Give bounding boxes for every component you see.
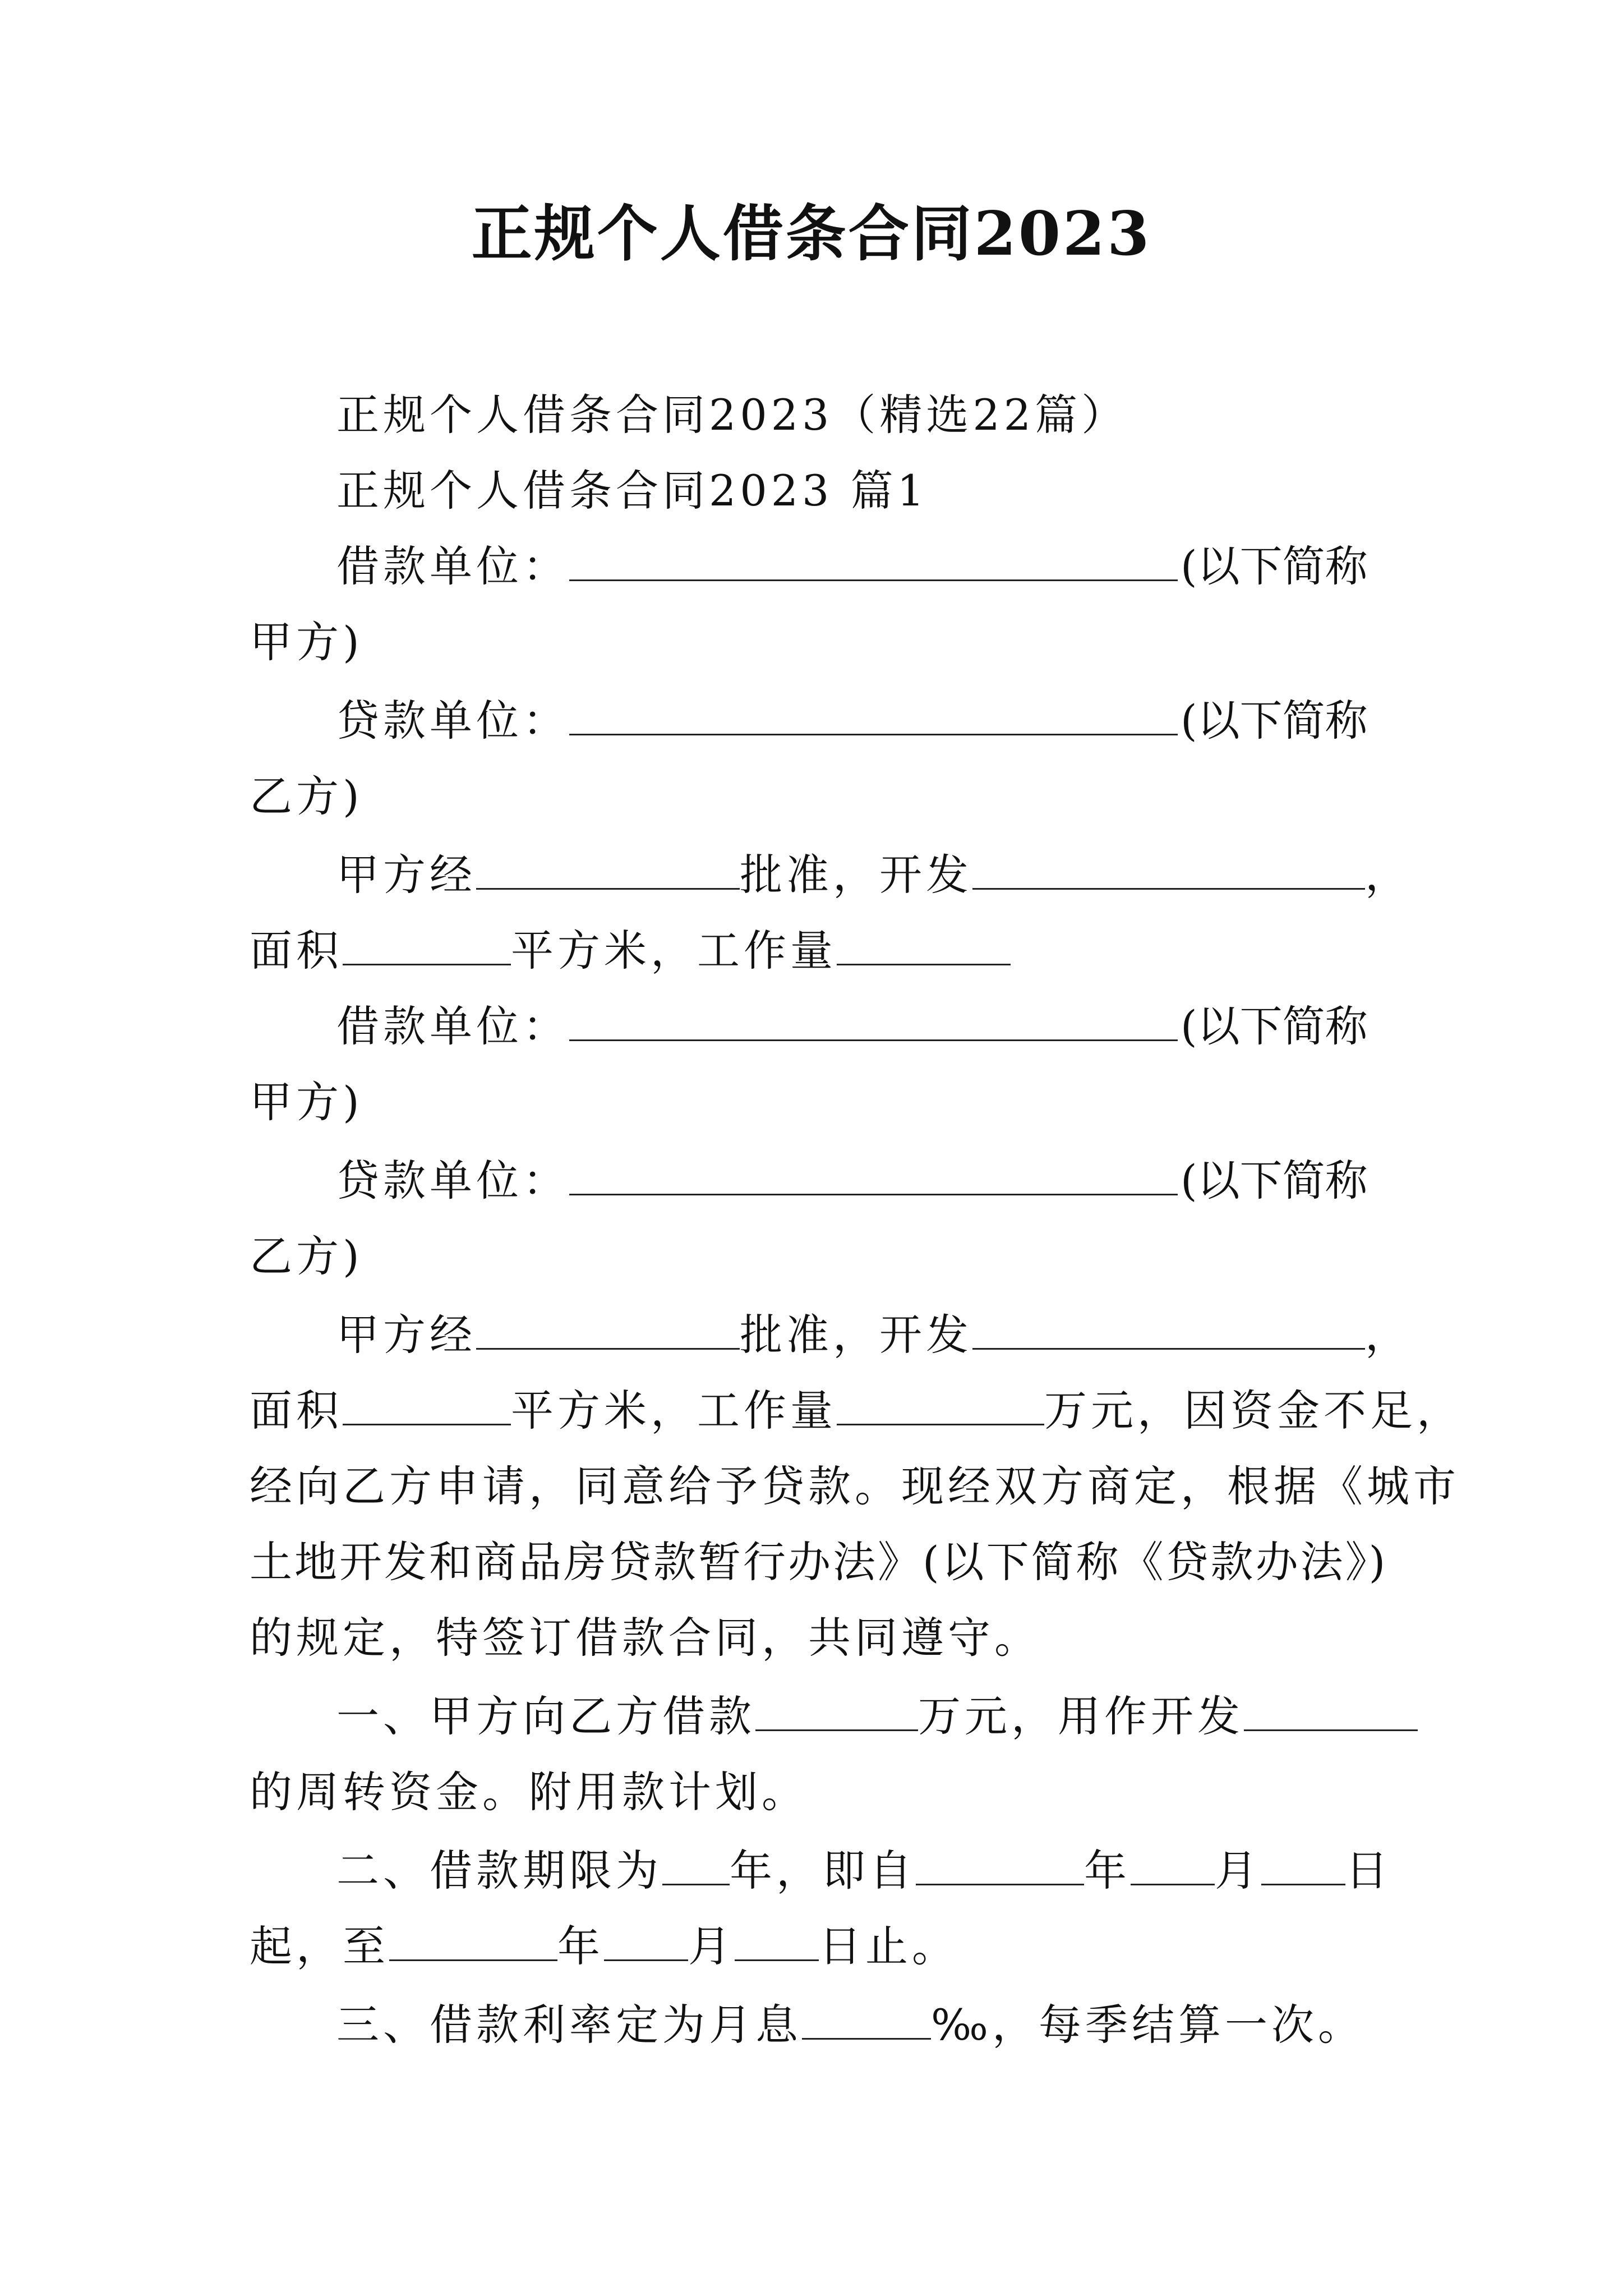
lender-line <box>336 1153 1178 1209</box>
project-blank <box>972 1308 1365 1350</box>
borrower-line <box>336 539 1178 595</box>
area-unit: 平方米，工作量 <box>511 1386 837 1435</box>
start-day-blank <box>1261 1843 1345 1885</box>
lender-blank <box>569 693 1178 735</box>
approval-prefix: 甲方经 <box>336 1310 476 1360</box>
workload-blank <box>837 1383 1044 1425</box>
day-end-label: 日止。 <box>819 1921 958 1971</box>
approval-comma: ， <box>1365 850 1412 900</box>
interest-blank <box>802 1998 931 2040</box>
party-a-line: 甲方) <box>250 617 363 667</box>
year-label: 年 <box>1084 1846 1131 1895</box>
lender-blank <box>569 1153 1178 1195</box>
end-year-blank <box>389 1919 557 1961</box>
loan-amount-blank <box>755 1689 918 1731</box>
borrower-label: 借款单位： <box>336 541 569 591</box>
approval-line <box>336 847 1412 903</box>
clause-1-end: 的周转资金。附用款计划。 <box>250 1767 808 1817</box>
month-label: 月 <box>1215 1846 1261 1895</box>
approval-middle: 批准，开发 <box>740 850 972 900</box>
approval-comma: ， <box>1365 1310 1412 1360</box>
start-month-blank <box>1131 1843 1215 1885</box>
borrower-blank <box>569 539 1178 581</box>
clause-3-prefix: 三、借款利率定为月息 <box>336 2000 802 2050</box>
clause-2-prefix: 二、借款期限为 <box>336 1846 662 1895</box>
clause-2-end <box>250 1918 958 1975</box>
area-prefix: 面积 <box>250 926 343 976</box>
clause-2-to: 起，至 <box>250 1921 389 1971</box>
day-label: 日 <box>1345 1846 1392 1895</box>
abbr-note: (以下简称 <box>1181 696 1368 746</box>
approver-blank <box>476 848 740 890</box>
month-label: 月 <box>688 1921 735 1971</box>
year-label: 年 <box>557 1921 604 1971</box>
project-blank <box>972 848 1365 890</box>
clause-1-purpose: 万元，用作开发 <box>918 1691 1244 1741</box>
clause-2-line <box>336 1843 1392 1899</box>
abbr-note: (以下简称 <box>1181 1001 1368 1051</box>
party-b-line: 乙方) <box>250 1231 363 1281</box>
purpose-blank <box>1244 1689 1418 1731</box>
clause-3-suffix: ‰，每季结算一次。 <box>931 2000 1364 2050</box>
end-month-blank <box>604 1919 688 1961</box>
paragraph-line: 土地开发和商品房贷款暂行办法》(以下简称《贷款办法》) <box>250 1537 1388 1587</box>
collection-heading: 正规个人借条合同2023（精选22篇） <box>336 390 1128 440</box>
approval-line <box>336 1307 1412 1363</box>
party-a-line: 甲方) <box>250 1077 363 1127</box>
abbr-note: (以下简称 <box>1181 1156 1368 1205</box>
borrower-blank <box>569 999 1178 1041</box>
party-b-line: 乙方) <box>250 771 363 821</box>
borrower-line <box>336 999 1178 1055</box>
area-blank <box>343 923 511 965</box>
clause-2-from: 年，即自 <box>730 1846 916 1895</box>
lender-label: 贷款单位： <box>336 696 569 746</box>
workload-unit: 万元，因资金不足， <box>1044 1386 1463 1435</box>
area-prefix: 面积 <box>250 1386 343 1435</box>
lender-line <box>336 693 1178 749</box>
paragraph-line: 经向乙方申请，同意给予贷款。现经双方商定，根据《城市 <box>250 1461 1460 1511</box>
workload-blank <box>837 923 1011 965</box>
abbr-note: (以下简称 <box>1181 541 1368 591</box>
clause-1-prefix: 一、甲方向乙方借款 <box>336 1691 755 1741</box>
lender-label: 贷款单位： <box>336 1156 569 1205</box>
start-year-blank <box>916 1843 1084 1885</box>
area-blank <box>343 1383 511 1425</box>
approver-blank <box>476 1308 740 1350</box>
document-title: 正规个人借条合同2023 <box>471 199 1152 269</box>
borrower-label: 借款单位： <box>336 1001 569 1051</box>
clause-1-line <box>336 1688 1418 1745</box>
paragraph-line: 的规定，特签订借款合同，共同遵守。 <box>250 1613 1041 1663</box>
chapter-heading: 正规个人借条合同2023 篇1 <box>336 466 928 516</box>
clause-3-line <box>336 1997 1364 2053</box>
approval-middle: 批准，开发 <box>740 1310 972 1360</box>
approval-prefix: 甲方经 <box>336 850 476 900</box>
term-blank <box>662 1843 730 1885</box>
area-unit: 平方米，工作量 <box>511 926 837 976</box>
area-line <box>250 923 1011 979</box>
end-day-blank <box>735 1919 819 1961</box>
area-line-full <box>250 1383 1463 1439</box>
